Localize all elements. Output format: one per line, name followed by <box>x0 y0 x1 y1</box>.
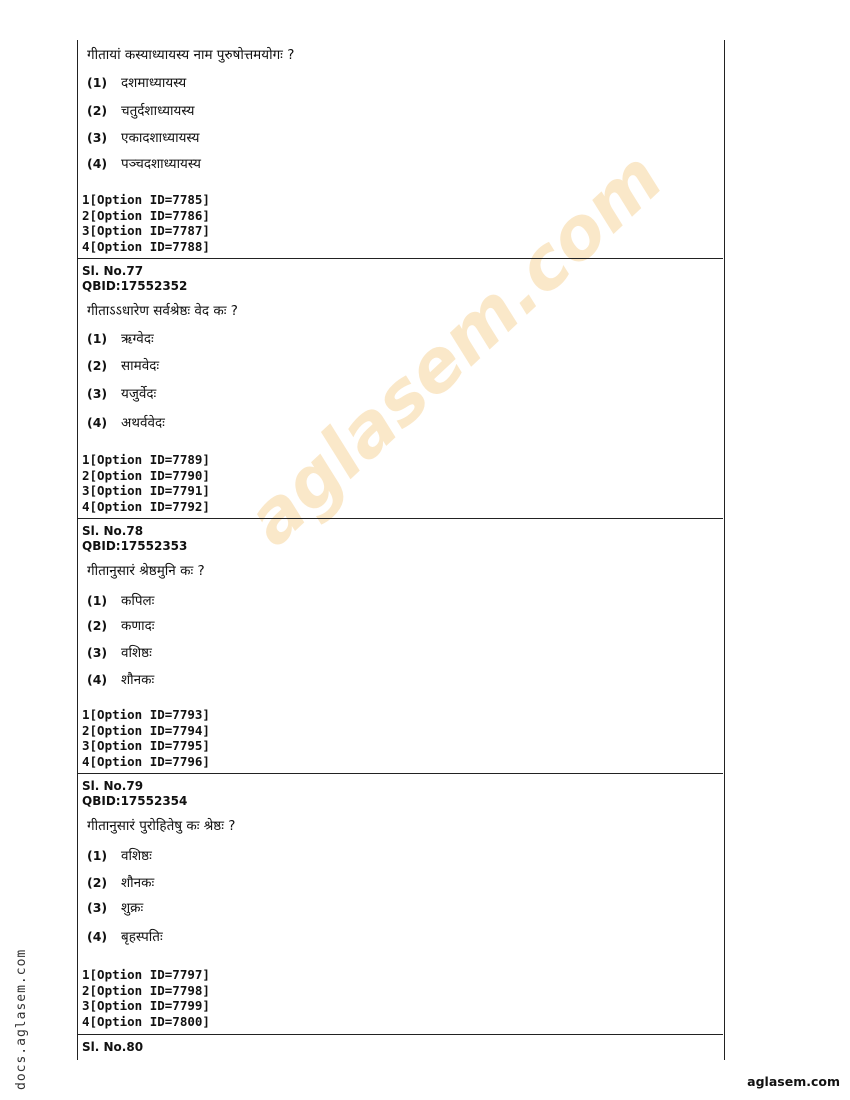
option-text: वशिष्ठः <box>121 645 152 661</box>
option-1 <box>87 845 152 864</box>
question-block-76 <box>77 40 723 259</box>
option-text: चतुर्दशाध्यायस्य <box>121 103 195 119</box>
question-block-80 <box>77 1035 723 1060</box>
question-text: गीतायां कस्याध्यायस्य नाम पुरुषोत्तमयोगः ? <box>87 47 295 63</box>
question-block-78 <box>77 519 723 774</box>
question-block-77 <box>77 259 723 519</box>
option-number: (4) <box>87 156 108 171</box>
option-1 <box>87 328 154 347</box>
option-id: 3[Option ID=7799] <box>82 998 210 1014</box>
question-text: गीतानुसारं पुरोहितेषु कः श्रेष्ठः ? <box>87 818 236 834</box>
side-url: docs.aglasem.com <box>14 948 29 1090</box>
option-1 <box>87 72 186 91</box>
option-2 <box>87 615 155 634</box>
option-text: कणादः <box>121 618 155 634</box>
watermark: aglasem.com <box>230 135 679 562</box>
qbid: QBID:17552353 <box>82 539 188 553</box>
option-id: 4[Option ID=7792] <box>82 498 210 514</box>
option-text: पञ्चदशाध्यायस्य <box>121 156 201 172</box>
option-2 <box>87 355 159 374</box>
option-id: 1[Option ID=7789] <box>82 452 210 467</box>
option-id: 4[Option ID=7788] <box>82 238 210 254</box>
option-number: (2) <box>87 103 108 118</box>
option-4 <box>87 153 201 172</box>
option-text: सामवेदः <box>121 358 160 374</box>
serial-number: Sl. No.77 <box>82 264 144 278</box>
option-id: 1[Option ID=7785] <box>82 192 210 207</box>
option-3 <box>87 383 156 402</box>
option-number: (1) <box>87 593 108 608</box>
question-text: गीतानुसारं श्रेष्ठमुनि कः ? <box>87 563 205 579</box>
option-id: 1[Option ID=7793] <box>82 707 210 722</box>
option-id: 2[Option ID=7798] <box>82 982 210 998</box>
option-id: 3[Option ID=7795] <box>82 738 210 754</box>
option-number: (2) <box>87 618 108 633</box>
option-text: अथर्ववेदः <box>121 415 165 431</box>
option-text: कपिलः <box>121 593 155 609</box>
option-1 <box>87 590 154 609</box>
option-text: यजुर्वेदः <box>121 386 157 402</box>
option-number: (4) <box>87 929 108 944</box>
option-text: ऋग्वेदः <box>121 331 154 347</box>
qbid: QBID:17552354 <box>82 794 188 808</box>
option-number: (1) <box>87 331 108 346</box>
option-number: (3) <box>87 900 108 915</box>
option-number: (4) <box>87 672 108 687</box>
option-id: 3[Option ID=7787] <box>82 223 210 239</box>
option-2 <box>87 872 154 891</box>
option-number: (2) <box>87 358 108 373</box>
option-id: 4[Option ID=7800] <box>82 1013 210 1029</box>
option-number: (3) <box>87 130 108 145</box>
option-id-list <box>82 967 210 1029</box>
serial-number: Sl. No.78 <box>82 524 144 538</box>
option-text: बृहस्पतिः <box>121 929 163 945</box>
option-id: 2[Option ID=7790] <box>82 467 210 483</box>
option-text: शौनकः <box>121 672 155 688</box>
qbid: QBID:17552352 <box>82 279 188 293</box>
option-id-list <box>82 707 210 769</box>
option-id-list <box>82 452 210 514</box>
serial-number: Sl. No.80 <box>82 1040 144 1054</box>
option-id-list <box>82 192 210 254</box>
option-number: (2) <box>87 875 108 890</box>
option-number: (1) <box>87 75 108 90</box>
option-id: 2[Option ID=7794] <box>82 722 210 738</box>
option-id: 2[Option ID=7786] <box>82 207 210 223</box>
question-text: गीताऽऽधारेण सर्वश्रेष्ठः वेद कः ? <box>87 303 238 319</box>
option-id: 3[Option ID=7791] <box>82 483 210 499</box>
option-number: (1) <box>87 848 108 863</box>
option-text: शुक्रः <box>121 900 144 916</box>
option-2 <box>87 100 194 119</box>
option-3 <box>87 897 143 916</box>
option-id: 1[Option ID=7797] <box>82 967 210 982</box>
option-text: एकादशाध्यायस्य <box>121 130 200 146</box>
option-number: (4) <box>87 415 108 430</box>
option-number: (3) <box>87 386 108 401</box>
option-4 <box>87 412 165 431</box>
question-block-79 <box>77 774 723 1035</box>
option-text: शौनकः <box>121 875 155 891</box>
option-id: 4[Option ID=7796] <box>82 753 210 769</box>
option-number: (3) <box>87 645 108 660</box>
serial-number: Sl. No.79 <box>82 779 144 793</box>
option-3 <box>87 642 152 661</box>
footer-brand: aglasem.com <box>747 1074 840 1089</box>
option-3 <box>87 127 200 146</box>
option-4 <box>87 669 154 688</box>
option-text: दशमाध्यायस्य <box>121 75 187 91</box>
option-4 <box>87 926 163 945</box>
option-text: वशिष्ठः <box>121 848 152 864</box>
